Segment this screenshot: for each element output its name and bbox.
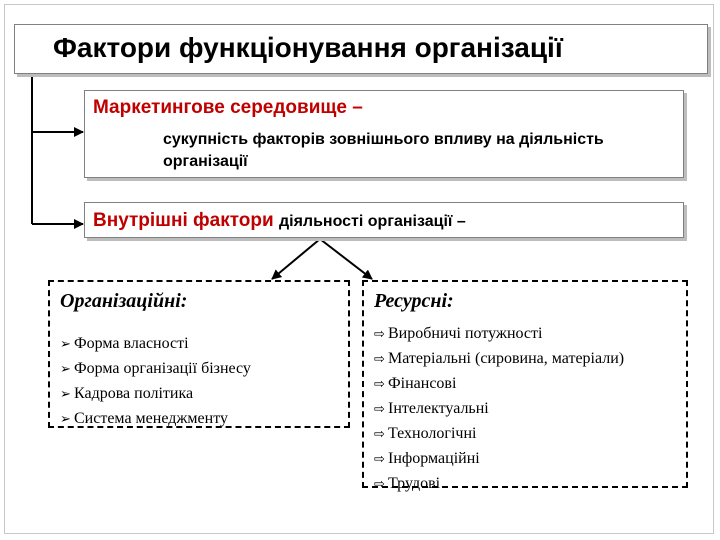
internal-heading-part2: діяльності організації – xyxy=(278,213,466,230)
list-item xyxy=(60,332,251,357)
list-item xyxy=(60,407,251,432)
list-item-label: Технологічні xyxy=(388,425,477,442)
marketing-heading: Маркетингове середовище – xyxy=(93,97,363,118)
list-item-label: Інформаційні xyxy=(388,450,480,467)
list-item xyxy=(60,382,251,407)
arrow-right-triangle-icon: ➢ xyxy=(60,362,71,377)
outline-arrow-icon: ⇨ xyxy=(374,452,385,467)
list-item xyxy=(374,472,624,497)
outline-arrow-icon: ⇨ xyxy=(374,377,385,392)
list-item-label: Форма організації бізнесу xyxy=(74,360,251,377)
list-item-label: Система менеджменту xyxy=(74,410,228,427)
marketing-description: сукупність факторів зовнішнього впливу на діяльність організації xyxy=(163,131,604,170)
outline-arrow-icon: ⇨ xyxy=(374,352,385,367)
internal-heading-part1: Внутрішні фактори xyxy=(93,210,279,231)
list-item xyxy=(374,372,624,397)
organizational-heading: Організаційні: xyxy=(60,290,188,312)
list-item-label: Матеріальні (сировина, матеріали) xyxy=(388,350,625,367)
arrow-right-triangle-icon: ➢ xyxy=(60,412,71,427)
list-item-label: Кадрова політика xyxy=(74,385,194,402)
internal-heading xyxy=(93,210,466,232)
list-item-label: Фінансові xyxy=(388,375,457,392)
resource-factors-box xyxy=(362,280,688,492)
title-box xyxy=(14,24,708,74)
list-item xyxy=(60,357,251,382)
resources-heading: Ресурсні: xyxy=(374,290,454,312)
outline-arrow-icon: ⇨ xyxy=(374,427,385,442)
marketing-environment-box xyxy=(84,90,684,178)
list-item xyxy=(374,322,624,347)
list-item-label: Форма власності xyxy=(74,335,189,352)
list-item xyxy=(374,397,624,422)
arrow-to-resources xyxy=(320,239,372,279)
arrow-to-organizational xyxy=(272,239,320,279)
list-item-label: Трудові xyxy=(388,475,441,492)
resources-list xyxy=(374,322,624,497)
list-item xyxy=(374,422,624,447)
outline-arrow-icon: ⇨ xyxy=(374,402,385,417)
page-title: Фактори функціонування організації xyxy=(53,32,563,63)
organizational-factors-box xyxy=(48,280,350,428)
outline-arrow-icon: ⇨ xyxy=(374,477,385,492)
list-item xyxy=(374,347,624,372)
list-item xyxy=(374,447,624,472)
list-item-label: Виробничі потужності xyxy=(388,325,543,342)
arrow-right-triangle-icon: ➢ xyxy=(60,337,71,352)
internal-factors-box xyxy=(84,202,684,238)
list-item-label: Інтелектуальні xyxy=(388,400,489,417)
outline-arrow-icon: ⇨ xyxy=(374,327,385,342)
arrow-right-triangle-icon: ➢ xyxy=(60,387,71,402)
organizational-list xyxy=(60,332,251,432)
